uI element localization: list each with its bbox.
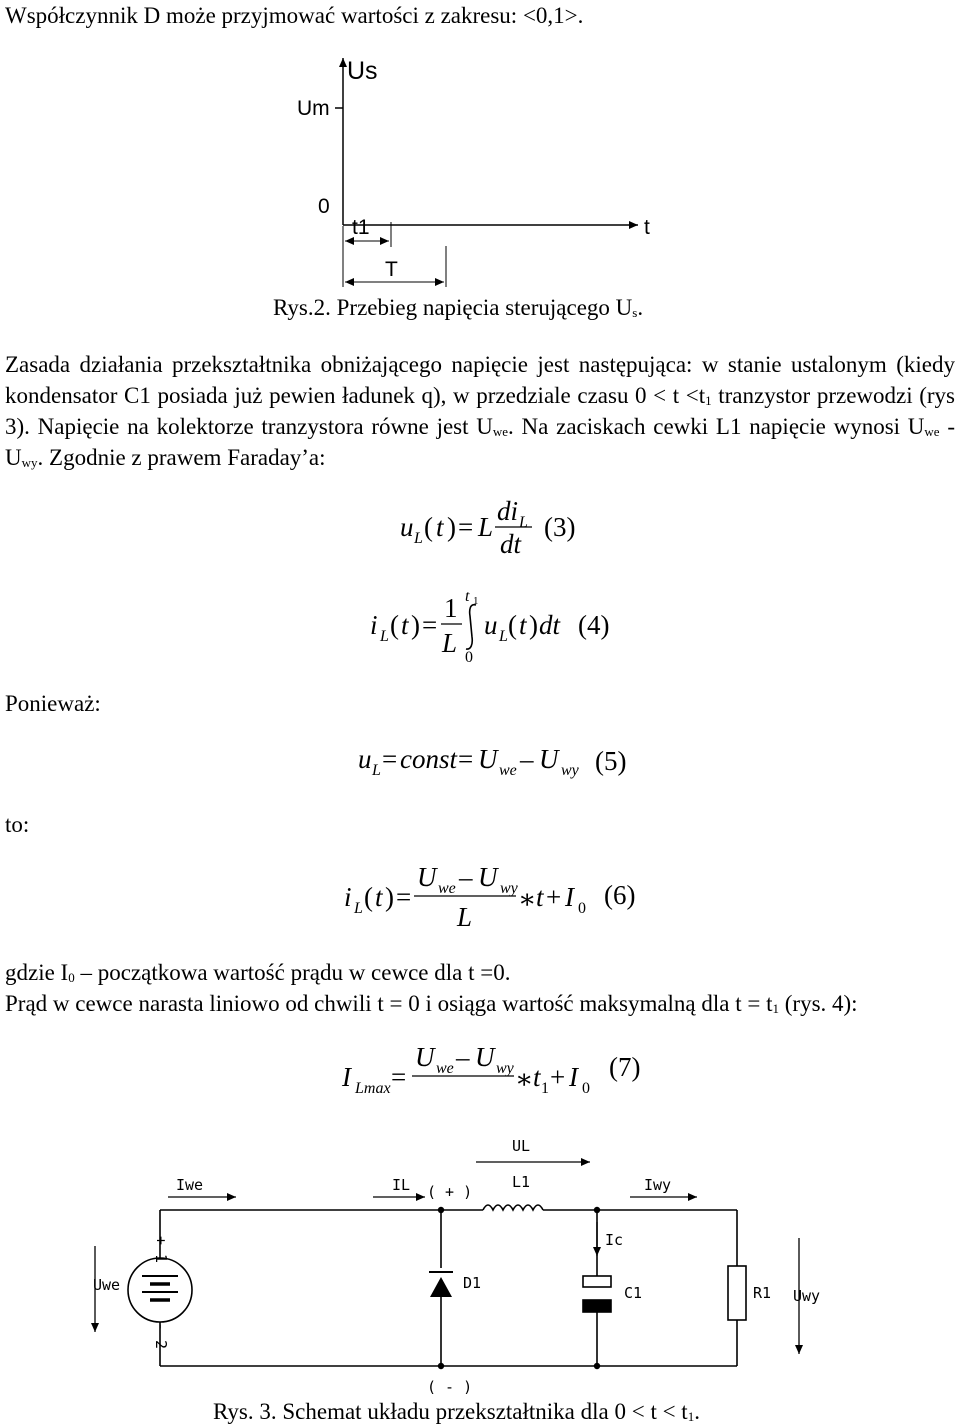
svg-text:1: 1	[444, 593, 458, 623]
svg-text:we: we	[436, 1060, 454, 1077]
svg-text:–: –	[520, 744, 534, 774]
svg-text:): )	[385, 882, 394, 912]
svg-text:(: (	[390, 610, 399, 640]
label-plus: ( + )	[427, 1183, 473, 1201]
svg-text:(: (	[424, 512, 433, 542]
figure-3-caption: Rys. 3. Schemat układu przekształtnika dla $0 < t < t_1$.	[213, 1399, 700, 1424]
svg-text:L: L	[380, 628, 389, 645]
t1-label: t1	[352, 216, 370, 239]
label-battery-plus: + 1	[152, 1236, 170, 1264]
label-uwe: Uwe	[93, 1276, 121, 1294]
svg-text:u: u	[484, 610, 498, 640]
svg-text:(: (	[508, 610, 517, 640]
svg-text:u: u	[400, 512, 414, 542]
label-iwe: Iwe	[176, 1176, 204, 1194]
svg-text:=: =	[391, 1062, 407, 1092]
svg-text:U: U	[415, 1042, 435, 1072]
svg-text:t: t	[401, 610, 409, 640]
svg-text:Lmax: Lmax	[355, 1080, 391, 1097]
axis-y-label: Us	[347, 57, 378, 85]
svg-text:L: L	[372, 762, 381, 779]
label-ul: UL	[512, 1137, 531, 1155]
svg-text:wy: wy	[496, 1060, 514, 1077]
svg-text:0: 0	[582, 1080, 590, 1097]
svg-text:): )	[411, 610, 420, 640]
capacitor-c1	[583, 1276, 611, 1312]
svg-text:U: U	[417, 862, 437, 892]
svg-text:): )	[447, 512, 456, 542]
label-c1: C1	[624, 1284, 643, 1302]
svg-text:t: t	[519, 610, 527, 640]
svg-text:wy: wy	[500, 880, 518, 897]
svg-text:=: =	[458, 512, 474, 542]
svg-text:0: 0	[578, 900, 586, 917]
svg-text:U: U	[475, 1042, 495, 1072]
svg-text:t: t	[436, 512, 444, 542]
svg-text:∗: ∗	[515, 1064, 534, 1094]
svg-text:=: =	[422, 610, 438, 640]
svg-text:L: L	[442, 628, 458, 658]
period-label: T	[385, 258, 398, 281]
equation-4-number: (4)	[578, 610, 610, 640]
svg-text:∗: ∗	[518, 884, 537, 914]
svg-text:0: 0	[465, 649, 473, 666]
svg-text:t: t	[465, 588, 470, 605]
svg-text:we: we	[438, 880, 456, 897]
poniewaz-label: Ponieważ:	[5, 691, 101, 716]
svg-text:U: U	[478, 862, 498, 892]
svg-text:+: +	[550, 1062, 566, 1092]
paragraph-principle: Zasada działania przekształtnika obniżającego napięcie jest następująca: w stanie ustalonym (kiedy kondensator C1 posiada już pewien ładunek q), w przedziale czasu $0 < t <t_1$ tranzystor przewodzi (rys 3). Napięcie na kolektorze tranzystora równe jest $U_{we}$. Na zaciskach cewki L1 napięcie wynosi $U_{we} - U_{wy}$. Zgodnie z prawem Faraday’a:	[5, 352, 955, 470]
label-r1: R1	[753, 1284, 772, 1302]
svg-text:L: L	[478, 512, 494, 542]
prad-line: Prąd w cewce narasta liniowo od chwili t = 0 i osiąga wartość maksymalną dla $t = t_1$ (rys. 4):	[5, 991, 858, 1016]
resistor-r1	[728, 1266, 746, 1320]
svg-text:U: U	[539, 744, 559, 774]
svg-text:t: t	[536, 882, 544, 912]
svg-text:i: i	[370, 610, 378, 640]
label-d1: D1	[463, 1274, 482, 1292]
svg-text:=: =	[382, 744, 398, 774]
equation-5-number: (5)	[595, 746, 627, 776]
svg-text:wy: wy	[561, 762, 579, 779]
svg-text:): )	[529, 610, 538, 640]
svg-text:I: I	[565, 882, 574, 912]
label-iwy: Iwy	[644, 1176, 672, 1194]
equation-6-number: (6)	[604, 880, 636, 910]
label-battery-minus: - 2	[152, 1322, 170, 1350]
svg-text:u: u	[358, 744, 372, 774]
svg-text:I: I	[569, 1062, 578, 1092]
axis-x-label: t	[644, 216, 650, 239]
svg-text:–: –	[459, 862, 473, 892]
level-um-label: Um	[297, 97, 330, 120]
svg-text:=: =	[458, 744, 474, 774]
diode-d1	[429, 1272, 453, 1297]
svg-text:t: t	[375, 882, 383, 912]
svg-text:–: –	[456, 1042, 470, 1072]
svg-text:I: I	[342, 1062, 351, 1092]
svg-text:=: =	[396, 882, 412, 912]
svg-text:+: +	[546, 882, 562, 912]
svg-text:L: L	[457, 902, 473, 932]
svg-text:i: i	[344, 882, 352, 912]
svg-text:L: L	[354, 900, 363, 917]
label-ic: Ic	[605, 1231, 624, 1249]
equation-3-number: (3)	[544, 512, 576, 542]
svg-text:const: const	[400, 744, 457, 774]
svg-text:L: L	[414, 530, 423, 547]
figure-2-caption: Rys.2. Przebieg napięcia sterującego $U_s$.	[273, 295, 644, 320]
svg-text:1: 1	[541, 1080, 549, 1097]
label-uwy: Uwy	[793, 1287, 821, 1305]
svg-text:U: U	[478, 744, 498, 774]
origin-label: 0	[318, 195, 330, 218]
gdzie-line: gdzie $I_0$ – początkowa wartość prądu w cewce dla t =0.	[5, 960, 511, 985]
svg-text:dt: dt	[539, 610, 561, 640]
inductor-l1	[483, 1205, 543, 1210]
svg-text:di: di	[497, 496, 519, 526]
battery-uwe	[128, 1258, 192, 1322]
svg-text:(: (	[364, 882, 373, 912]
svg-text:L: L	[519, 514, 528, 531]
svg-text:we: we	[499, 762, 517, 779]
svg-text:L: L	[499, 628, 508, 645]
label-il: IL	[392, 1176, 411, 1194]
equation-7-number: (7)	[609, 1052, 641, 1082]
svg-text:dt: dt	[500, 529, 522, 559]
svg-text:1: 1	[473, 595, 479, 607]
label-minus: ( - )	[427, 1378, 473, 1396]
intro-text: Współczynnik D może przyjmować wartości z zakresu: <0,1>.	[5, 3, 584, 28]
label-l1: L1	[512, 1173, 531, 1191]
svg-text:t: t	[533, 1062, 541, 1092]
to-label: to:	[5, 812, 30, 837]
